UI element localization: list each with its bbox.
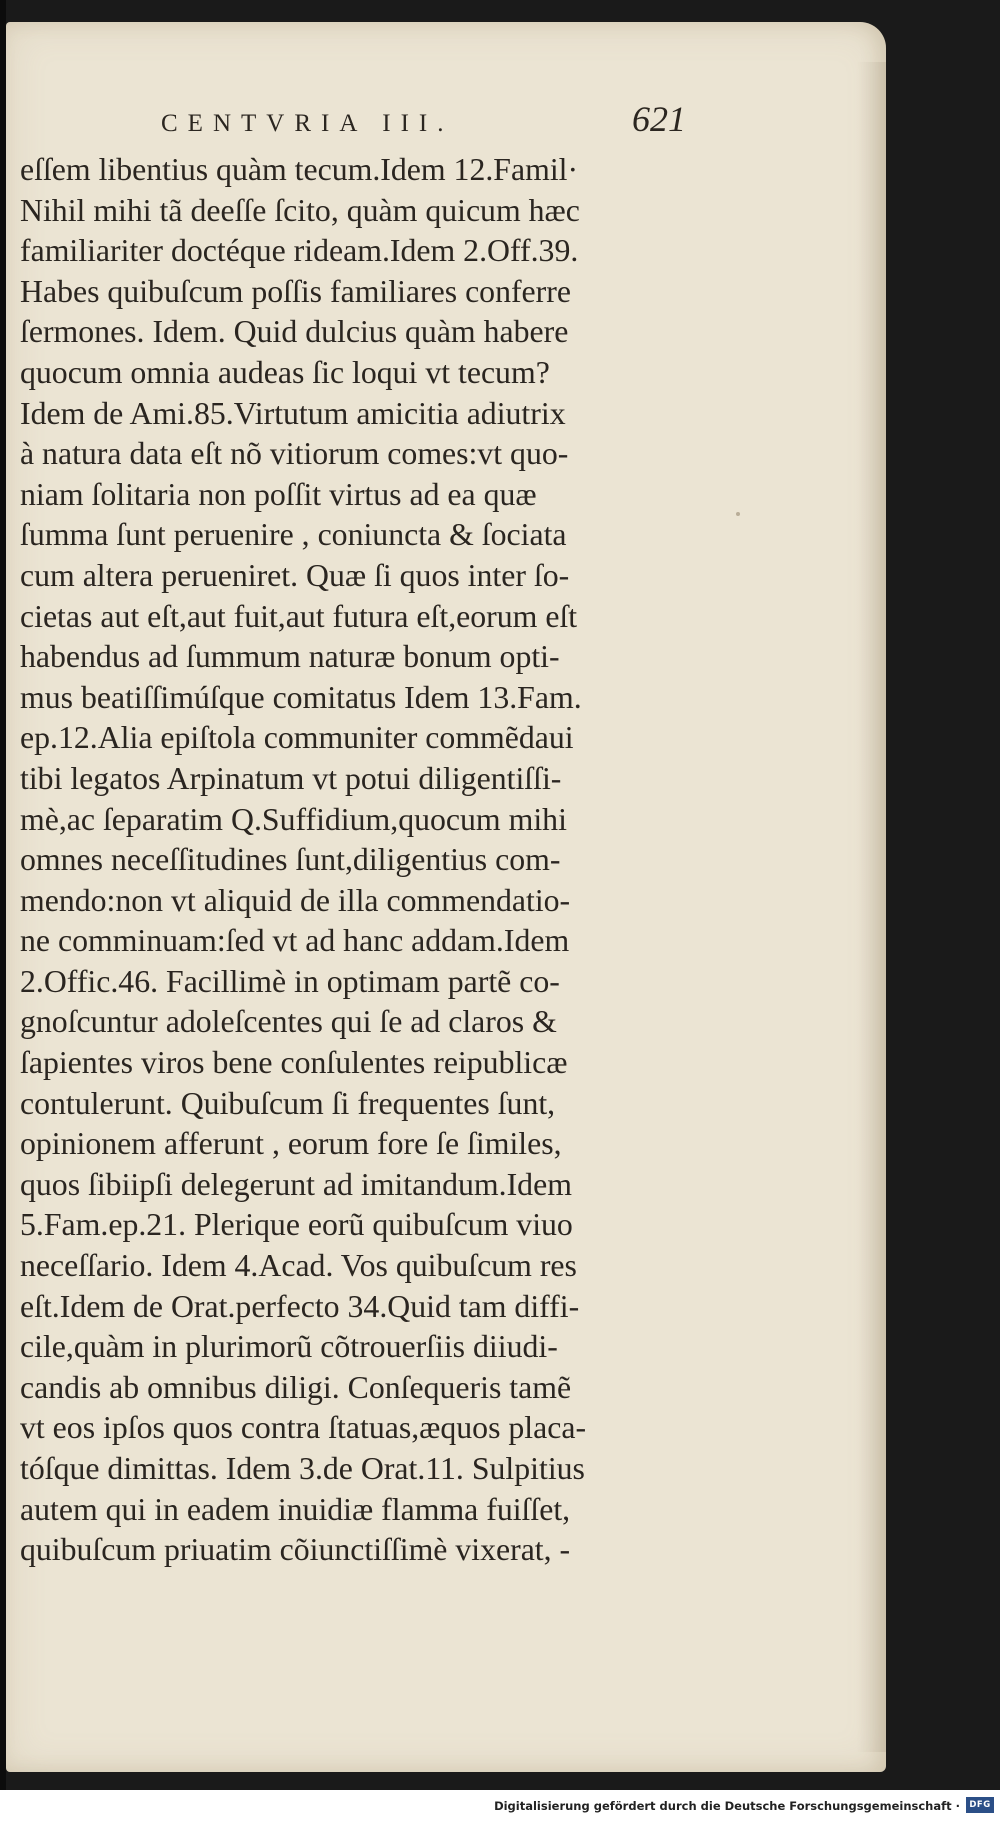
text-line: ep.12.Alia epiſtola communiter commẽdaui xyxy=(20,720,574,756)
text-line: à natura data eſt nõ vitiorum comes:vt quo- xyxy=(20,436,569,472)
text-line: ne comminuam:ſed vt ad hanc addam.Idem xyxy=(20,923,570,959)
text-line: quocum omnia audeas ſic loqui vt tecum? xyxy=(20,354,550,390)
text-line: tibi legatos Arpinatum vt potui diligentiſſi- xyxy=(20,760,562,796)
text-line: familiariter doctéque rideam.Idem 2.Off.39. xyxy=(20,233,579,269)
text-line: niam ſolitaria non poſſit virtus ad ea quæ xyxy=(20,476,537,512)
text-line: opinionem afferunt , eorum fore ſe ſimiles, xyxy=(20,1126,562,1162)
text-line: eſt.Idem de Orat.perfecto 34.Quid tam diffi- xyxy=(20,1288,580,1324)
text-line: ſapientes viros bene conſulentes reipublicæ xyxy=(20,1045,568,1081)
text-line: quos ſibiipſi delegerunt ad imitandum.Idem xyxy=(20,1166,572,1202)
text-line: ſumma ſunt peruenire , coniuncta & ſociata xyxy=(20,517,567,553)
paper-speck xyxy=(736,512,740,516)
body-text xyxy=(20,150,710,1571)
text-line: cile,quàm in plurimorũ cõtrouerſiis diiudi- xyxy=(20,1329,558,1365)
text-line: mè,ac ſeparatim Q.Suffidium,quocum mihi xyxy=(20,801,567,837)
text-line: 5.Fam.ep.21. Plerique eorũ quibuſcum viuo xyxy=(20,1207,573,1243)
text-line: mendo:non vt aliquid de illa commendatio- xyxy=(20,882,571,918)
text-line: vt eos ipſos quos contra ſtatuas,æquos placa- xyxy=(20,1410,587,1446)
page-number: 621 xyxy=(632,99,686,139)
text-line: candis ab omnibus diligi. Conſequeris tamẽ xyxy=(20,1369,572,1405)
funding-credit: Digitalisierung gefördert durch die Deutsche Forschungsgemeinschaft · xyxy=(494,1799,960,1813)
book-page xyxy=(6,22,886,1772)
text-line: ſermones. Idem. Quid dulcius quàm habere xyxy=(20,314,569,350)
dfg-logo-icon: DFG xyxy=(966,1797,994,1813)
text-line: Nihil mihi tã deeſſe ſcito, quàm quicum hæc xyxy=(20,192,580,228)
text-line: habendus ad ſummum naturæ bonum opti- xyxy=(20,639,560,675)
text-line: tóſque dimittas. Idem 3.de Orat.11. Sulpitius xyxy=(20,1451,585,1486)
text-line: neceſſario. Idem 4.Acad. Vos quibuſcum res xyxy=(20,1248,577,1284)
text-line: quibuſcum priuatim cõiunctiſſimè vixerat, - xyxy=(20,1532,571,1568)
text-line: 2.Offic.46. Facillimè in optimam partẽ co- xyxy=(20,963,560,999)
footer-bar xyxy=(0,1790,1000,1822)
text-line: autem qui in eadem inuidiæ flamma fuiſſet, xyxy=(20,1491,571,1527)
text-line: gnoſcuntur adoleſcentes qui ſe ad claros & xyxy=(20,1004,557,1040)
text-line: Idem de Ami.85.Virtutum amicitia adiutrix xyxy=(20,395,566,431)
text-line: cietas aut eſt,aut fuit,aut futura eſt,eorum eſt xyxy=(20,598,578,634)
text-line: omnes neceſſitudines ſunt,diligentius com- xyxy=(20,842,561,878)
text-line: Habes quibuſcum poſſis familiares conferre xyxy=(20,273,571,309)
text-line: mus beatiſſimúſque comitatus Idem 13.Fam. xyxy=(20,679,582,715)
text-line: cum altera perueniret. Quæ ſi quos inter ſo- xyxy=(20,557,570,593)
text-line: contulerunt. Quibuſcum ſi frequentes ſunt, xyxy=(20,1085,556,1121)
text-line: eſſem libentius quàm tecum.Idem 12.Famil· xyxy=(20,152,579,187)
running-head: CENTVRIA III. xyxy=(161,110,454,137)
